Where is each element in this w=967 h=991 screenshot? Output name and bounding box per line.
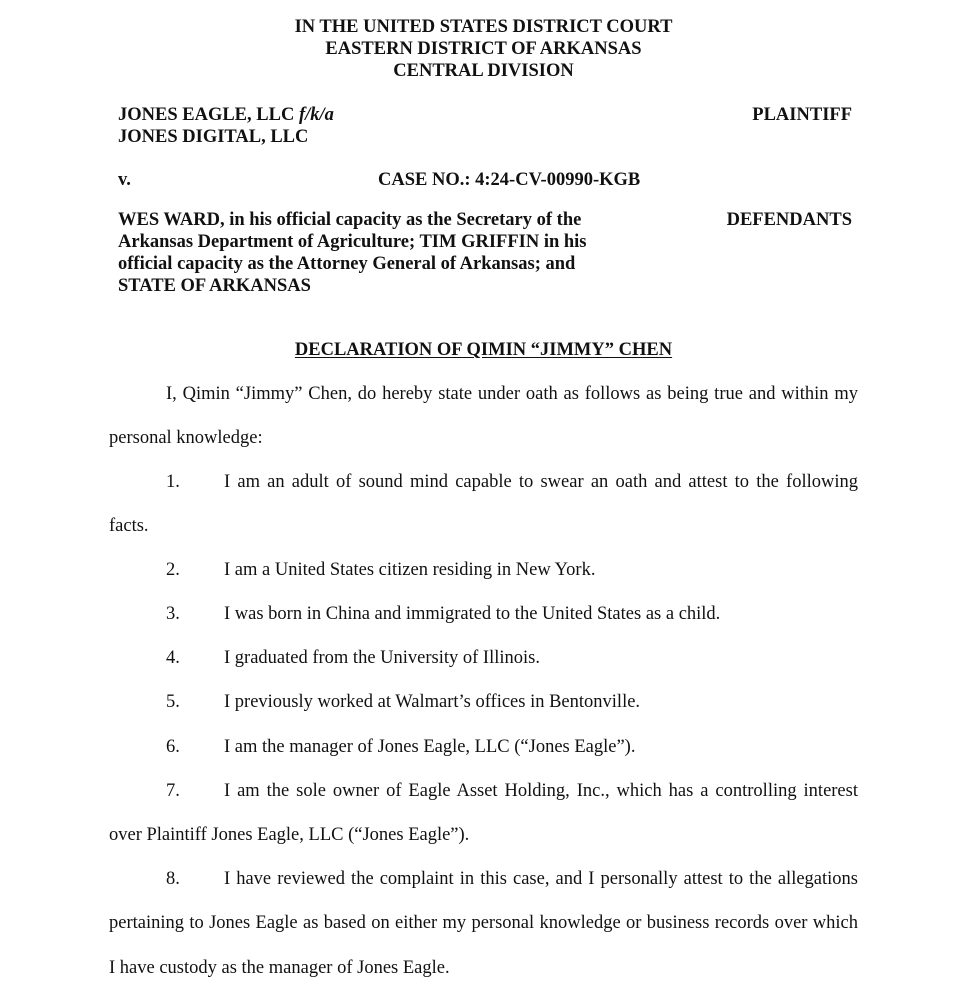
paragraph-number: 6.	[166, 737, 180, 757]
paragraph-number: 5.	[166, 692, 180, 712]
court-division: CENTRAL DIVISION	[393, 61, 574, 81]
paragraph-text: I graduated from the University of Illinois.	[224, 648, 540, 668]
paragraph-text: I previously worked at Walmart’s offices in Bentonville.	[224, 692, 641, 712]
intro-line-1: I, Qimin “Jimmy” Chen, do hereby state under oath as follows as being true and within my	[166, 384, 858, 404]
paragraph-text: I am a United States citizen residing in New York.	[224, 560, 596, 580]
versus: v.	[118, 170, 131, 190]
paragraph-text: I was born in China and immigrated to the United States as a child.	[224, 604, 721, 624]
court-name: IN THE UNITED STATES DISTRICT COURT	[294, 17, 673, 37]
paragraph-number: 3.	[166, 604, 180, 624]
plaintiff-caption	[118, 104, 334, 148]
defendants-line: Arkansas Department of Agriculture; TIM GRIFFIN in his	[118, 232, 587, 252]
paragraph-continuation: I have custody as the manager of Jones Eagle.	[109, 958, 450, 978]
plaintiff-label: PLAINTIFF	[752, 105, 852, 125]
defendants-line: STATE OF ARKANSAS	[118, 276, 311, 296]
paragraph-number: 1.	[166, 472, 180, 492]
paragraph-continuation: facts.	[109, 516, 149, 536]
defendants-caption	[118, 209, 587, 297]
document-title-text: DECLARATION OF QIMIN “JIMMY” CHEN	[294, 340, 673, 360]
intro-line-2: personal knowledge:	[109, 428, 263, 448]
plaintiff-name-line2: JONES DIGITAL, LLC	[118, 127, 309, 147]
paragraph-number: 7.	[166, 781, 180, 801]
defendants-label: DEFENDANTS	[726, 210, 852, 230]
defendants-line: official capacity as the Attorney General of Arkansas; and	[118, 254, 576, 274]
paragraph-number: 8.	[166, 869, 180, 889]
fka-abbreviation: f/k/a	[298, 105, 334, 125]
paragraph-continuation: pertaining to Jones Eagle as based on either my personal knowledge or business records over which	[109, 913, 858, 933]
case-number: CASE NO.: 4:24-CV-00990-KGB	[378, 170, 641, 190]
paragraph-continuation: over Plaintiff Jones Eagle, LLC (“Jones Eagle”).	[109, 825, 470, 845]
court-district: EASTERN DISTRICT OF ARKANSAS	[325, 39, 642, 59]
paragraph-number: 4.	[166, 648, 180, 668]
paragraph-text: I am an adult of sound mind capable to swear an oath and attest to the following	[224, 472, 858, 492]
paragraph-text: I have reviewed the complaint in this case, and I personally attest to the allegations	[224, 869, 858, 889]
plaintiff-name-line1: JONES EAGLE, LLC f/k/a	[118, 105, 334, 125]
paragraph-number: 2.	[166, 560, 180, 580]
paragraph-text: I am the manager of Jones Eagle, LLC (“Jones Eagle”).	[224, 737, 636, 757]
document-title	[0, 339, 967, 361]
defendants-line: WES WARD, in his official capacity as the Secretary of the	[118, 210, 582, 230]
paragraph-text: I am the sole owner of Eagle Asset Holding, Inc., which has a controlling interest	[224, 781, 858, 801]
